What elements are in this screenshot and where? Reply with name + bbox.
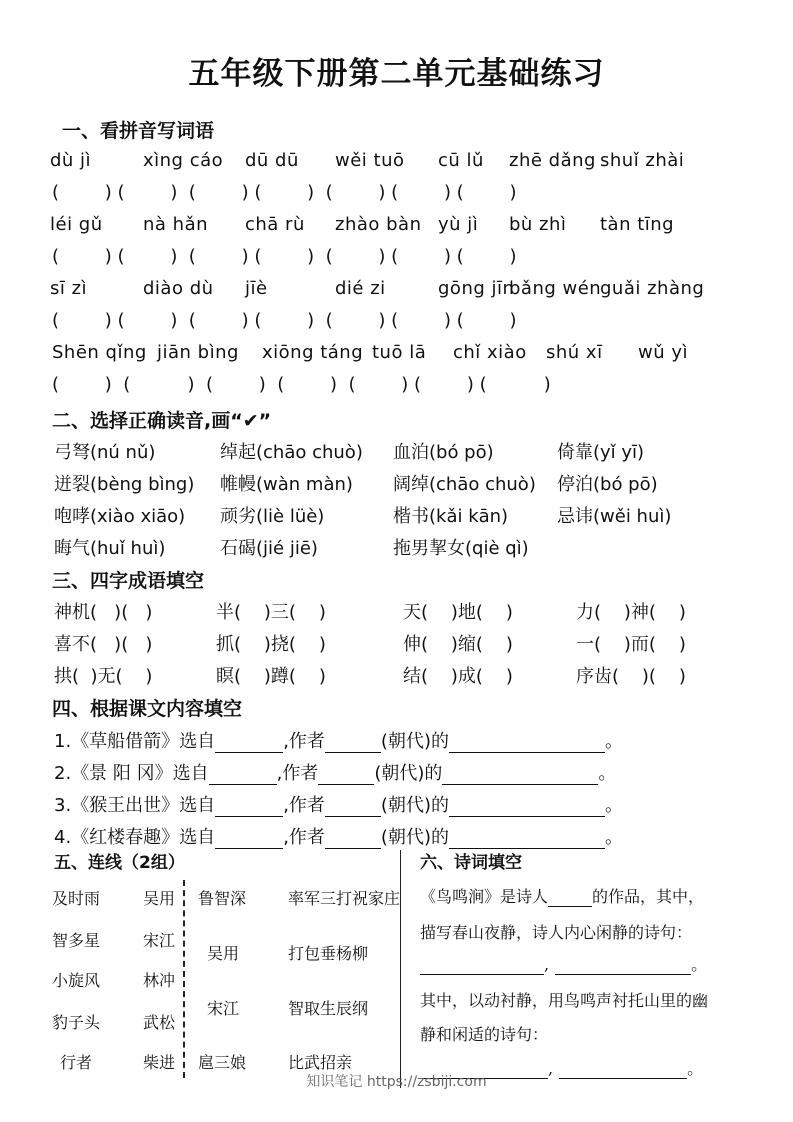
label-author: ,作者 bbox=[283, 827, 325, 848]
reading-choice-item: 帷幔(wàn màn) bbox=[220, 474, 353, 495]
period: 。 bbox=[604, 795, 623, 816]
pinyin-item: xiōng táng bbox=[262, 342, 364, 363]
fill-blank-row bbox=[54, 727, 623, 753]
idiom-blank-item: 一( )而( ) bbox=[576, 634, 686, 655]
verse-sep-2: , bbox=[548, 1059, 554, 1078]
period: 。 bbox=[604, 827, 623, 848]
author-blank[interactable] bbox=[325, 798, 381, 817]
pinyin-item: bǎng wén bbox=[509, 278, 602, 299]
period: 。 bbox=[598, 763, 617, 784]
verse-blank-1[interactable] bbox=[420, 956, 544, 975]
pinyin-item: zhē dǎng bbox=[509, 150, 596, 171]
reading-choice-item: 倚靠(yǐ yī) bbox=[557, 442, 645, 463]
verse-sep-1: , bbox=[544, 955, 550, 974]
reading-choice-item: 拖男挈女(qiè qì) bbox=[393, 538, 529, 559]
character-item: 扈三娘 bbox=[198, 1053, 247, 1072]
event-item: 率军三打祝家庄 bbox=[288, 889, 401, 908]
pinyin-item: xìng cáo bbox=[143, 150, 224, 171]
pinyin-item: shú xī bbox=[546, 342, 603, 363]
reading-choice-item: 绰起(chāo chuò) bbox=[220, 442, 363, 463]
idiom-blank-item: 神机( )( ) bbox=[54, 602, 153, 623]
column-divider bbox=[400, 850, 401, 1088]
idiom-blank-item: 抓( )挠( ) bbox=[216, 634, 326, 655]
author-blank[interactable] bbox=[325, 734, 381, 753]
reading-choice-item: 阔绰(chāo chuò) bbox=[393, 474, 536, 495]
character-item: 鲁智深 bbox=[198, 889, 247, 908]
work-blank[interactable] bbox=[449, 798, 605, 817]
book-title: 《景 阳 冈》 bbox=[71, 763, 173, 784]
label-dynasty: (朝代)的 bbox=[380, 795, 449, 816]
answer-parens-row[interactable]: ( ) ( ) ( ) ( ) ( ) ( ) ( ) bbox=[52, 310, 517, 331]
event-item: 比武招亲 bbox=[288, 1053, 353, 1072]
pinyin-item: Shēn qǐng bbox=[52, 342, 147, 363]
fill-blank-row bbox=[54, 823, 623, 849]
label-dynasty: (朝代)的 bbox=[380, 731, 449, 752]
pinyin-item: dū dū bbox=[245, 150, 299, 171]
section-4-heading: 四、根据课文内容填空 bbox=[52, 698, 243, 720]
pinyin-item: jīè bbox=[245, 278, 268, 299]
pinyin-item: guǎi zhàng bbox=[600, 278, 705, 299]
nickname-item: 小旋风 bbox=[52, 971, 101, 990]
work-blank[interactable] bbox=[442, 766, 598, 785]
answer-parens-row[interactable]: ( ) ( ) ( ) ( ) ( ) ( ) ( ) bbox=[52, 374, 551, 395]
item-number: 3. bbox=[54, 795, 72, 816]
reading-choice-item: 迸裂(bèng bìng) bbox=[54, 474, 195, 495]
nickname-item: 行者 bbox=[60, 1053, 93, 1072]
pinyin-item: cū lǔ bbox=[438, 150, 484, 171]
name-item: 宋江 bbox=[143, 931, 176, 950]
poem-line-1b: 的作品，其中， bbox=[592, 887, 705, 906]
poem-line-4: 静和闲适的诗句： bbox=[420, 1025, 549, 1044]
label-author: ,作者 bbox=[276, 763, 319, 784]
idiom-blank-item: 拱( )无( ) bbox=[54, 666, 153, 687]
label-source: 选自 bbox=[179, 827, 216, 848]
name-item: 柴进 bbox=[143, 1053, 176, 1072]
book-title: 《红楼春趣》 bbox=[71, 827, 180, 848]
idiom-blank-item: 伸( )缩( ) bbox=[403, 634, 513, 655]
section-5-heading: 五、连线（2组） bbox=[54, 853, 185, 873]
label-author: ,作者 bbox=[283, 731, 325, 752]
poem-line-1a: 《鸟鸣涧》是诗人 bbox=[420, 887, 549, 906]
book-title: 《猴王出世》 bbox=[71, 795, 180, 816]
character-item: 吴用 bbox=[207, 944, 240, 963]
work-blank[interactable] bbox=[449, 830, 605, 849]
poem-line-1 bbox=[420, 884, 704, 907]
pinyin-item: tàn tīng bbox=[600, 214, 675, 235]
author-blank[interactable] bbox=[325, 830, 381, 849]
pinyin-item: yù jì bbox=[438, 214, 479, 235]
pinyin-item: shuǐ zhài bbox=[600, 150, 685, 171]
reading-choice-item: 血泊(bó pō) bbox=[393, 442, 494, 463]
pinyin-item: wěi tuō bbox=[335, 150, 405, 171]
author-blank[interactable] bbox=[318, 766, 374, 785]
item-number: 4. bbox=[54, 827, 72, 848]
source-blank[interactable] bbox=[215, 798, 283, 817]
answer-parens-row[interactable]: ( ) ( ) ( ) ( ) ( ) ( ) ( ) bbox=[52, 182, 517, 203]
name-item: 吴用 bbox=[143, 889, 176, 908]
watermark: 知识笔记 https://zsbiji.com bbox=[306, 1074, 487, 1090]
idiom-blank-item: 喜不( )( ) bbox=[54, 634, 153, 655]
work-blank[interactable] bbox=[449, 734, 605, 753]
source-blank[interactable] bbox=[215, 830, 283, 849]
label-source: 选自 bbox=[179, 731, 216, 752]
verse-end-1: 。 bbox=[691, 955, 708, 974]
nickname-item: 智多星 bbox=[52, 931, 101, 950]
reading-choice-item: 停泊(bó pō) bbox=[557, 474, 658, 495]
fill-blank-row bbox=[54, 759, 616, 785]
pinyin-item: zhào bàn bbox=[335, 214, 422, 235]
section-1-heading: 一、看拼音写词语 bbox=[62, 120, 215, 142]
pinyin-item: tuō lā bbox=[372, 342, 427, 363]
source-blank[interactable] bbox=[215, 734, 283, 753]
fill-blank-row bbox=[54, 791, 623, 817]
label-source: 选自 bbox=[179, 795, 216, 816]
pinyin-item: bù zhì bbox=[509, 214, 567, 235]
page-title: 五年级下册第二单元基础练习 bbox=[188, 56, 605, 92]
name-item: 林冲 bbox=[143, 971, 176, 990]
label-dynasty: (朝代)的 bbox=[374, 763, 443, 784]
pinyin-item: chā rù bbox=[245, 214, 305, 235]
reading-choice-item: 咆哮(xiào xiāo) bbox=[54, 506, 186, 527]
reading-choice-item: 楷书(kǎi kān) bbox=[393, 506, 509, 527]
pinyin-item: gōng jīn bbox=[438, 278, 515, 299]
label-dynasty: (朝代)的 bbox=[380, 827, 449, 848]
source-blank[interactable] bbox=[209, 766, 277, 785]
verse-blank-2[interactable] bbox=[555, 956, 691, 975]
nickname-item: 豹子头 bbox=[52, 1013, 101, 1032]
pinyin-item: léi gǔ bbox=[50, 214, 103, 235]
verse-end-2: 。 bbox=[687, 1059, 704, 1078]
reading-choice-item: 弓弩(nú nǔ) bbox=[54, 442, 156, 463]
pinyin-item: chǐ xiào bbox=[453, 342, 527, 363]
poem-answer-1 bbox=[420, 952, 707, 975]
idiom-blank-item: 结( )成( ) bbox=[403, 666, 513, 687]
label-author: ,作者 bbox=[283, 795, 325, 816]
section-2-heading: 二、选择正确读音,画“✔” bbox=[52, 410, 272, 432]
period: 。 bbox=[604, 731, 623, 752]
item-number: 2. bbox=[54, 763, 72, 784]
pinyin-item: nà hǎn bbox=[143, 214, 209, 235]
pinyin-item: dù jì bbox=[50, 150, 92, 171]
book-title: 《草船借箭》 bbox=[71, 731, 180, 752]
pinyin-item: wǔ yì bbox=[638, 342, 689, 363]
item-number: 1. bbox=[54, 731, 72, 752]
idiom-blank-item: 力( )神( ) bbox=[576, 602, 686, 623]
pinyin-item: dié zi bbox=[335, 278, 386, 299]
pinyin-item: diào dù bbox=[143, 278, 214, 299]
name-item: 武松 bbox=[143, 1013, 176, 1032]
reading-choice-item: 晦气(huǐ huì) bbox=[54, 538, 166, 559]
reading-choice-item: 顽劣(liè lüè) bbox=[220, 506, 325, 527]
poem-line-3: 其中，以动衬静，用鸟鸣声衬托山里的幽 bbox=[420, 991, 709, 1010]
reading-choice-item: 石碣(jié jiē) bbox=[220, 538, 318, 559]
character-item: 宋江 bbox=[207, 999, 240, 1018]
section-3-heading: 三、四字成语填空 bbox=[52, 570, 205, 592]
poet-blank[interactable] bbox=[548, 888, 592, 907]
poem-line-2: 描写春山夜静，诗人内心闲静的诗句： bbox=[420, 923, 693, 942]
matching-divider bbox=[183, 880, 185, 1078]
pinyin-item: sī zì bbox=[50, 278, 88, 299]
reading-choice-item: 忌讳(wěi huì) bbox=[557, 506, 672, 527]
idiom-blank-item: 半( )三( ) bbox=[216, 602, 326, 623]
section-6-heading: 六、诗词填空 bbox=[420, 853, 522, 873]
idiom-blank-item: 瞑( )蹲( ) bbox=[216, 666, 326, 687]
event-item: 打包垂杨柳 bbox=[288, 944, 369, 963]
idiom-blank-item: 序齿( )( ) bbox=[576, 666, 686, 687]
pinyin-item: jiān bìng bbox=[157, 342, 239, 363]
nickname-item: 及时雨 bbox=[52, 889, 101, 908]
event-item: 智取生辰纲 bbox=[288, 999, 369, 1018]
answer-parens-row[interactable]: ( ) ( ) ( ) ( ) ( ) ( ) ( ) bbox=[52, 246, 517, 267]
label-source: 选自 bbox=[172, 763, 209, 784]
idiom-blank-item: 天( )地( ) bbox=[403, 602, 513, 623]
